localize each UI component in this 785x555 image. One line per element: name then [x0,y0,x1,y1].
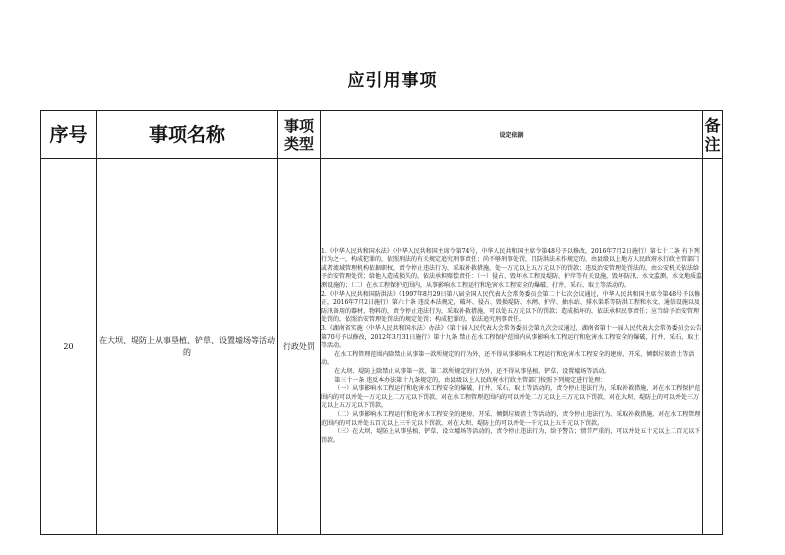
header-note [703,111,723,159]
header-note-line1: 备 [704,115,721,135]
basis-paragraph-2: 2.《中华人民共和国防洪法》（1997年8月29日第八届全国人民代表大会常务委员会第二十七次会议通过，中华人民共和国主席令第48号予以修正，2016年7月2日施行）第六十条 违反本法规定，破坏、侵占、毁损堤防、水闸、护岸、抽水站、排水渠系等防洪工程和水文、通信设施以及防汛备用的器材、物料的，责令停止违法行为，采取补救措施，可以处五万元以下的罚款；造成损坏的，依法承担民事责任；应当给予治安管理处罚的，依照治安管理处罚法的规定处罚；构成犯罪的，依法追究刑事责任。 [321,290,701,324]
header-item-name: 事项名称 [97,111,278,159]
header-note-line2: 注 [704,134,721,154]
header-seq: 序号 [41,111,97,159]
row-legal-basis [321,159,703,535]
basis-paragraph-9: （三）在大坝、堤防上从事垦植、铲草、设立墟场等活动的，责令停止违法行为，给予警告；情节严重的，可以并处五十元以上二百元以下罚款。 [321,428,701,444]
basis-paragraph-5: 在大坝、堤防上除禁止从事第一款、第二款所规定的行为外，还不得从事垦植、铲草、设置墟场等活动。 [334,367,611,375]
table-header-row [41,111,723,159]
page-title: 应引用事项 [347,71,438,91]
basis-paragraph-3: 3.《湖南省实施〈中华人民共和国水法〉办法》（第十届人民代表大会常务委员会第九次会议通过，湖南省第十一届人民代表大会常务委员会公告第70号予以修改，2012年3月31日施行）第十九条 禁止在水工程保护范围内从事影响水工程运行和危害水工程安全的爆破、打井、采石、取土等活动。 [321,325,702,350]
header-legal-basis: 设定依据 [321,111,703,159]
basis-paragraph-8: （二）从事影响水工程运行和危害水工程安全的建房、开采、倾倒垃圾渣土等活动的，责令停止违法行为、采取补救措施，对在水工程管理范围内的可以并处五百元以上三千元以下罚款，对在大坝、堤防上的可以并处一千元以上五千元以下罚款。 [321,410,701,427]
basis-paragraph-6: 第三十一条 违反本办法第十九条规定的，由县级以上人民政府水行政主管部门按照下列规定进行处理： [334,376,607,384]
items-table [40,110,723,535]
row-item-name: 在大坝、堤防上从事垦植、铲草、设置墟场等活动的 [97,159,278,535]
basis-paragraph-1: 1.《中华人民共和国水法》（中华人民共和国主席令第74号，中华人民共和国主席令第48号予以修改，2016年7月2日施行）第七十二条 有下列行为之一，构成犯罪的，依照刑法的有关规定追究刑事责任；尚不够刑事处罚，且防洪法未作规定的，由县级以上地方人民政府水行政主管部门或者流域管理机构依据职权，责令停止违法行为，采取补救措施，处一万元以上五万元以下的罚款；违反治安管理处罚法的，由公安机关依法给予治安管理处罚；给他人造成损失的，依法承担赔偿责任：（一）侵占、毁坏水工程及堤防、护岸等有关设施，毁坏防汛、水文监测、水文地质监测设施的；（二）在水工程保护范围内，从事影响水工程运行和危害水工程安全的爆破、打井、采石、取土等活动的。 [321,247,703,290]
header-item-type [278,111,321,159]
row-item-type: 行政处罚 [278,159,321,535]
basis-paragraph-7: （一）从事影响水工程运行和危害水工程安全的爆破、打井、采石、取土等活动的，责令停止违法行为，采取补救措施，对在水工程保护范围内的可以并处一万元以上二万元以下罚款，对在水工程管理范围内的可以并处二万元以上三万元以下罚款，对在大坝、堤防上的可以并处三万元以上五万元以下罚款。 [321,385,701,410]
row-note [703,159,723,535]
table-row [41,159,723,535]
header-item-type-line1: 事项 [283,116,314,135]
row-seq: 20 [41,159,97,535]
basis-paragraph-4: 在水工程管理范围内除禁止从事第一款所规定的行为外，还不得从事影响水工程运行和危害水工程安全的建房、开采、倾倒垃圾渣土等活动。 [321,350,695,367]
header-item-type-line2: 类型 [283,134,314,153]
